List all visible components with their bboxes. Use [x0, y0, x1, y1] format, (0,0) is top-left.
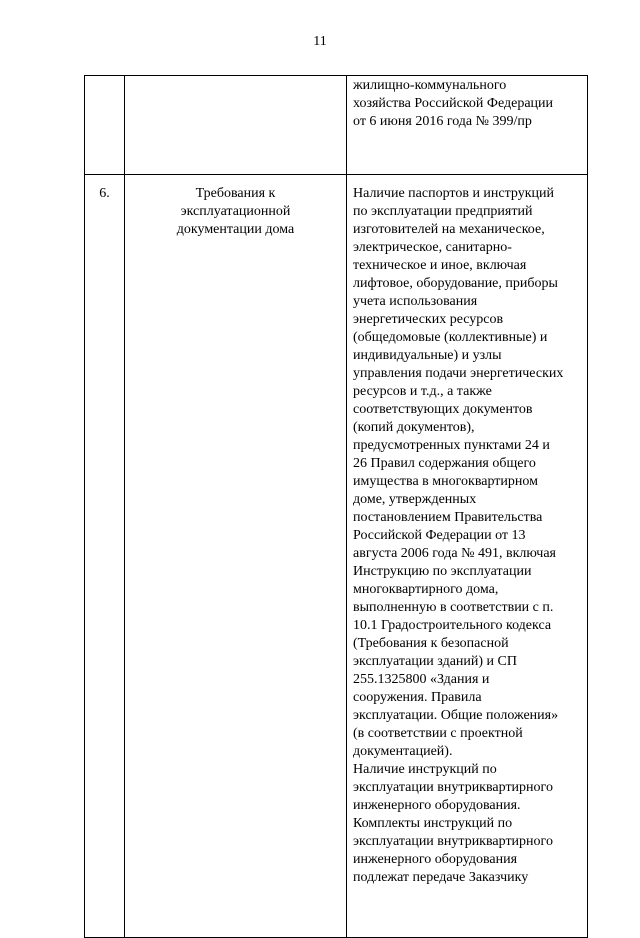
description-line: Наличие инструкций по [353, 762, 497, 777]
description-line: документацией). [353, 744, 453, 759]
description-line: (Требования к безопасной [353, 636, 509, 651]
name-line: документации дома [176, 222, 295, 237]
requirement-name-cell [125, 175, 347, 938]
name-line: эксплуатационной [180, 204, 291, 219]
description-line: электрическое, санитарно- [353, 240, 512, 255]
description-line: имущества в многоквартирном [353, 474, 538, 489]
description-line: учета использования [353, 294, 478, 309]
description-line: Российской Федерации от 13 [353, 528, 526, 543]
row-number-cell: 6. [85, 175, 125, 938]
description-line: от 6 июня 2016 года № 399/пр [353, 114, 532, 129]
description-line: лифтовое, оборудование, приборы [353, 276, 558, 291]
description-line: эксплуатации. Общие положения» [353, 708, 559, 723]
description-line: многоквартирного дома, [353, 582, 499, 597]
description-line: 255.1325800 «Здания и [353, 672, 490, 687]
table-row-6 [85, 175, 588, 938]
row-number-cell [85, 76, 125, 175]
description-line: соответствующих документов [353, 402, 533, 417]
name-line: Требования к [195, 186, 276, 201]
requirement-description-cell [347, 175, 588, 938]
description-line: хозяйства Российской Федерации [353, 96, 554, 111]
description-line: Наличие паспортов и инструкций [353, 186, 555, 201]
description-line: ресурсов и т.д., а также [353, 384, 492, 399]
requirements-table [84, 75, 588, 938]
description-line: 26 Правил содержания общего [353, 456, 536, 471]
description-line: доме, утвержденных [353, 492, 477, 507]
description-line: по эксплуатации предприятий [353, 204, 533, 219]
description-line: индивидуальные) и узлы [353, 348, 502, 363]
description-line: инженерного оборудования [353, 852, 518, 867]
description-line: Инструкцию по эксплуатации [353, 564, 532, 579]
description-line: Комплекты инструкций по [353, 816, 513, 831]
description-line: энергетических ресурсов [353, 312, 504, 327]
description-line: жилищно-коммунального [353, 78, 507, 93]
description-line: управления подачи энергетических [353, 366, 564, 381]
description-line: (копий документов), [353, 420, 475, 435]
description-line: эксплуатации внутриквартирного [353, 834, 553, 849]
description-line: эксплуатации зданий) и СП [353, 654, 517, 669]
description-line: сооружения. Правила [353, 690, 482, 705]
description-line: августа 2006 года № 491, включая [353, 546, 556, 561]
description-line: постановлением Правительства [353, 510, 543, 525]
description-line: инженерного оборудования. [353, 798, 521, 813]
table-row-continuation [85, 76, 588, 175]
description-line: предусмотренных пунктами 24 и [353, 438, 550, 453]
requirement-description-cell [347, 76, 588, 175]
description-line: 10.1 Градостроительного кодекса [353, 618, 552, 633]
page-number: 11 [313, 34, 327, 49]
description-line: техническое и иное, включая [353, 258, 527, 273]
description-line: изготовителей на механическое, [353, 222, 545, 237]
description-line: выполненную в соответствии с п. [353, 600, 554, 615]
description-line: (общедомовые (коллективные) и [353, 330, 548, 345]
description-line: (в соответствии с проектной [353, 726, 523, 741]
description-line: эксплуатации внутриквартирного [353, 780, 553, 795]
requirement-name-cell [125, 76, 347, 175]
description-line: подлежат передаче Заказчику [353, 870, 529, 885]
